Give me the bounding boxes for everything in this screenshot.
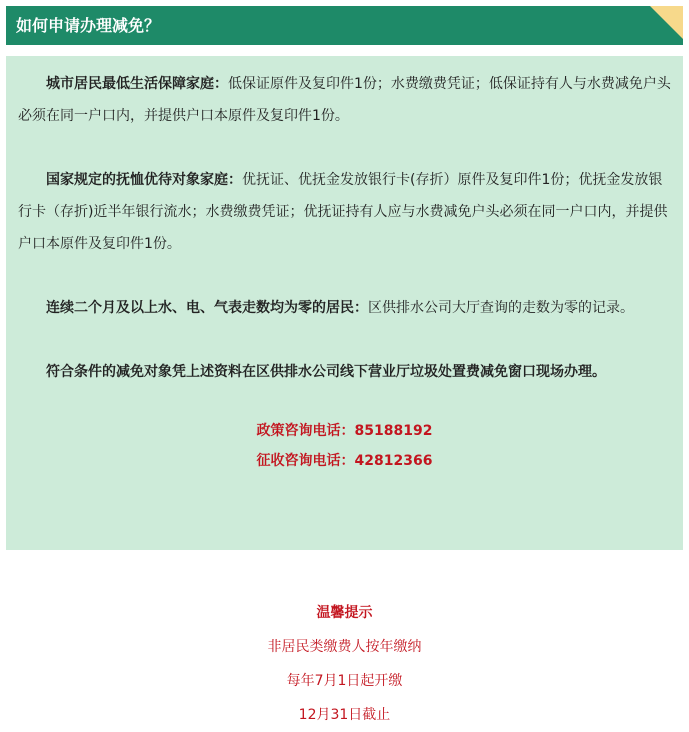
corner-ribbon-decoration bbox=[650, 6, 683, 39]
info-panel bbox=[6, 56, 683, 550]
policy-hotline: 政策咨询电话：85188192 bbox=[256, 423, 433, 439]
section-header bbox=[6, 6, 683, 45]
requirement-body: 区供排水公司大厅查询的走数为零的记录。 bbox=[368, 300, 634, 316]
requirement-body: 低保证原件及复印件1份；水费缴费凭证；低保证持有人与水费减免户头必须在同一户口内，并提供户口本原件及复印件1份。 bbox=[18, 76, 671, 124]
requirement-lead: 连续二个月及以上水、电、气表走数均为零的居民： bbox=[46, 300, 368, 316]
reminder-line: 非居民类缴费人按年缴纳 bbox=[267, 639, 422, 655]
application-note: 符合条件的减免对象凭上述资料在区供排水公司线下营业厅垃圾处置费减免窗口现场办理。 bbox=[46, 364, 606, 380]
requirement-paragraph-zero-usage bbox=[18, 292, 671, 324]
requirement-paragraph-veterans bbox=[18, 164, 671, 260]
reminder-line: 12月31日截止 bbox=[298, 707, 391, 723]
hotline-block bbox=[18, 416, 671, 476]
reminder-title: 温馨提示 bbox=[316, 605, 373, 621]
requirement-lead: 国家规定的抚恤优待对象家庭： bbox=[46, 172, 242, 188]
requirement-lead: 城市居民最低生活保障家庭： bbox=[46, 76, 228, 92]
requirement-body: 优抚证、优抚金发放银行卡(存折）原件及复印件1份；优抚金发放银行卡（存折)近半年银行流水；水费缴费凭证；优抚证持有人应与水费减免户头必须在同一户口内，并提供户口本原件及复印件1份。 bbox=[18, 172, 668, 252]
collection-hotline: 征收咨询电话：42812366 bbox=[256, 453, 433, 469]
section-title: 如何申请办理减免？ bbox=[16, 16, 161, 35]
requirement-paragraph-low-income bbox=[18, 68, 671, 132]
reminder-line: 每年7月1日起开缴 bbox=[286, 673, 403, 689]
reminder-block bbox=[0, 596, 689, 732]
